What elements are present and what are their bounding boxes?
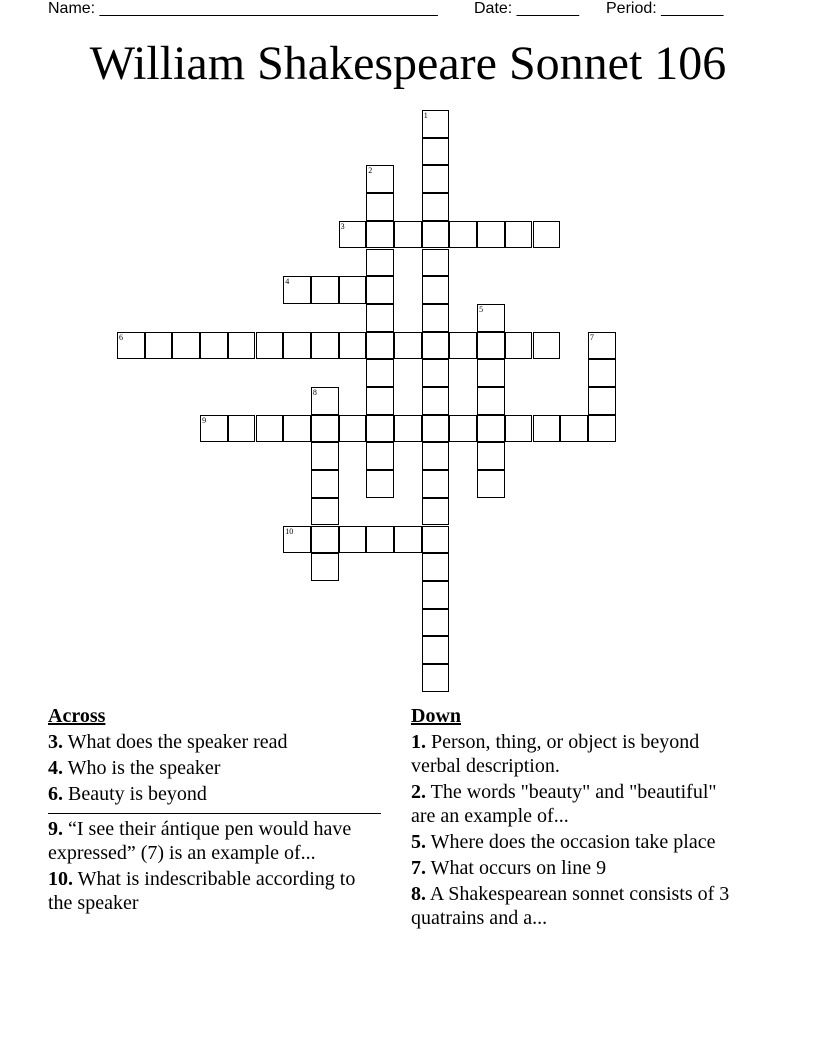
page-title: William Shakespeare Sonnet 106 [89, 37, 727, 90]
grid-cell[interactable] [422, 442, 450, 470]
grid-cell[interactable] [422, 138, 450, 166]
grid-cell[interactable] [283, 526, 311, 554]
clue-number: 2 [368, 166, 373, 176]
grid-cell[interactable] [366, 193, 394, 221]
grid-cell[interactable] [588, 359, 616, 387]
clue-number: 3 [340, 221, 345, 231]
grid-cell[interactable] [449, 415, 477, 443]
grid-cell[interactable] [422, 110, 450, 138]
grid-cell[interactable] [339, 415, 367, 443]
grid-cell[interactable] [422, 387, 450, 415]
grid-cell[interactable] [533, 332, 561, 360]
date-field[interactable]: Date: _______ [474, 0, 579, 17]
grid-cell[interactable] [366, 276, 394, 304]
down-heading: Down [411, 705, 462, 727]
grid-cell[interactable] [339, 221, 367, 249]
down-clue-1: 1. Person, thing, or object is beyond verbal description. [411, 731, 700, 777]
grid-cell[interactable] [311, 553, 339, 581]
grid-cell[interactable] [422, 221, 450, 249]
grid-cell[interactable] [422, 193, 450, 221]
grid-cell[interactable] [505, 415, 533, 443]
grid-cell[interactable] [422, 304, 450, 332]
name-field[interactable]: Name: ______________________________________ [48, 0, 438, 17]
grid-cell[interactable] [339, 332, 367, 360]
grid-cell[interactable] [228, 332, 256, 360]
grid-cell[interactable] [200, 415, 228, 443]
grid-cell[interactable] [477, 221, 505, 249]
grid-cell[interactable] [339, 526, 367, 554]
grid-cell[interactable] [283, 415, 311, 443]
down-clues [411, 704, 741, 930]
down-clue-2: 2. The words "beauty" and "beautiful" are an example of... [411, 781, 717, 827]
grid-cell[interactable] [366, 359, 394, 387]
clue-number: 4 [285, 277, 290, 287]
down-clue-5: 5. Where does the occasion take place [411, 831, 716, 853]
grid-cell[interactable] [394, 415, 422, 443]
clue-number: 6 [119, 332, 123, 342]
clue-number: 1 [423, 111, 428, 120]
period-field[interactable]: Period: _______ [606, 0, 724, 17]
grid-cell[interactable] [394, 332, 422, 360]
across-clue-4: 4. Who is the speaker [48, 757, 221, 779]
grid-cell[interactable] [256, 332, 284, 360]
clue-number: 8 [312, 388, 317, 397]
grid-cell[interactable] [366, 415, 394, 443]
grid-cell[interactable] [117, 332, 145, 360]
grid-cell[interactable] [339, 276, 367, 304]
grid-cell[interactable] [256, 415, 284, 443]
clue-number: 10 [285, 526, 294, 536]
grid-cell[interactable] [422, 415, 450, 443]
grid-cell[interactable] [588, 415, 616, 443]
grid-cell[interactable] [283, 276, 311, 304]
clue-number: 7 [589, 332, 594, 342]
grid-cell[interactable] [588, 387, 616, 415]
grid-cell[interactable] [366, 526, 394, 554]
down-clue-8: 8. A Shakespearean sonnet consists of 3 quatrains and a... [411, 883, 730, 929]
grid-cell[interactable] [422, 526, 450, 554]
grid-cell[interactable] [422, 581, 450, 609]
grid-cell[interactable] [311, 276, 339, 304]
grid-cell[interactable] [560, 415, 588, 443]
grid-cell[interactable] [311, 498, 339, 526]
grid-cell[interactable] [422, 359, 450, 387]
down-clue-7: 7. What occurs on line 9 [411, 857, 607, 879]
grid-cell[interactable] [311, 442, 339, 470]
grid-cell[interactable] [422, 470, 450, 498]
grid-cell[interactable] [505, 221, 533, 249]
clue-number: 9 [202, 415, 207, 425]
grid-cell[interactable] [422, 165, 450, 193]
grid-cell[interactable] [394, 526, 422, 554]
grid-cell[interactable] [422, 498, 450, 526]
grid-cell[interactable] [422, 609, 450, 637]
grid-cell[interactable] [200, 332, 228, 360]
grid-cell[interactable] [477, 387, 505, 415]
grid-cell[interactable] [311, 332, 339, 360]
grid-cell[interactable] [449, 332, 477, 360]
clue-number: 5 [479, 304, 484, 314]
grid-cell[interactable] [228, 415, 256, 443]
across-clue-3: 3. What does the speaker read [48, 731, 288, 753]
grid-cell[interactable] [311, 415, 339, 443]
across-clue-6: 6. Beauty is beyond [48, 783, 207, 805]
grid-cell[interactable] [366, 304, 394, 332]
grid-cell[interactable] [477, 332, 505, 360]
grid-cell[interactable] [477, 470, 505, 498]
grid-cell[interactable] [366, 165, 394, 193]
grid-cell[interactable] [422, 664, 450, 692]
across-clue-9: 9. “I see their ántique pen would have expressed” (7) is an example of... [48, 818, 352, 864]
grid-cell[interactable] [477, 415, 505, 443]
grid-cell[interactable] [366, 470, 394, 498]
grid-cell[interactable] [505, 332, 533, 360]
grid-cell[interactable] [366, 442, 394, 470]
grid-cell[interactable] [477, 304, 505, 332]
grid-cell[interactable] [422, 249, 450, 277]
grid-cell[interactable] [533, 221, 561, 249]
grid-cell[interactable] [311, 387, 339, 415]
grid-cell[interactable] [366, 332, 394, 360]
grid-cell[interactable] [422, 636, 450, 664]
grid-cell[interactable] [477, 359, 505, 387]
grid-cell[interactable] [449, 221, 477, 249]
grid-cell[interactable] [588, 332, 616, 360]
answer-line [48, 813, 381, 814]
across-clues [48, 704, 383, 915]
grid-cell[interactable] [366, 221, 394, 249]
grid-cell[interactable] [283, 332, 311, 360]
grid-cell[interactable] [366, 249, 394, 277]
across-clue-10: 10. What is indescribable according to the speaker [48, 868, 356, 914]
grid-cell[interactable] [533, 415, 561, 443]
grid-cell[interactable] [394, 221, 422, 249]
grid-cell[interactable] [311, 526, 339, 554]
grid-cell[interactable] [145, 332, 173, 360]
grid-cell[interactable] [366, 387, 394, 415]
grid-cell[interactable] [422, 276, 450, 304]
grid-cell[interactable] [477, 442, 505, 470]
grid-cell[interactable] [172, 332, 200, 360]
grid-cell[interactable] [422, 553, 450, 581]
grid-cell[interactable] [311, 470, 339, 498]
across-heading: Across [48, 705, 106, 727]
grid-cell[interactable] [422, 332, 450, 360]
